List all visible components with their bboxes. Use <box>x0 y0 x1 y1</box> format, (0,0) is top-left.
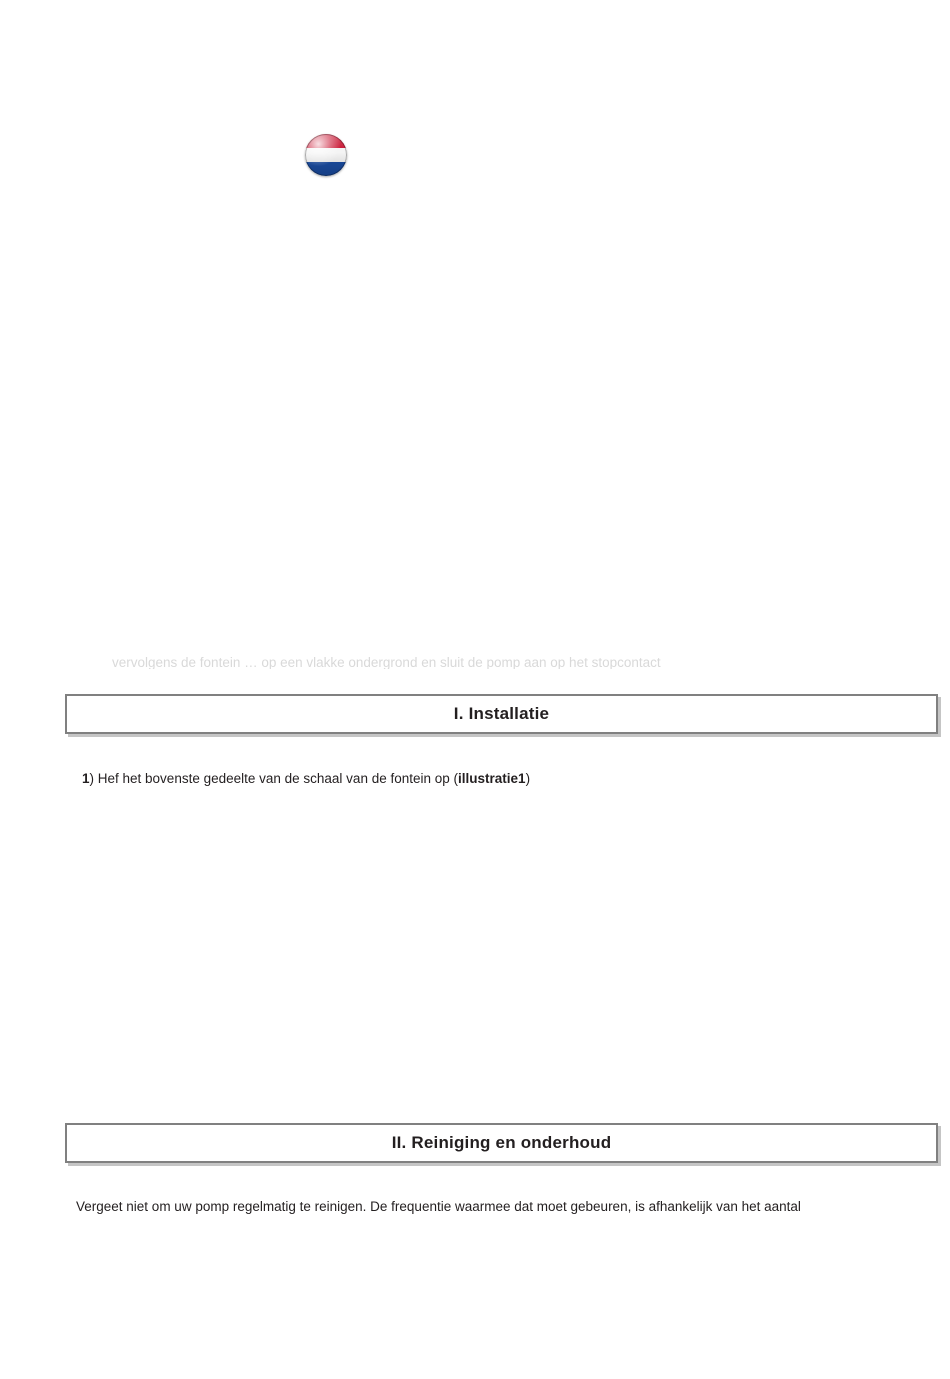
section-title-reiniging: II. Reiniging en onderhoud <box>391 1133 612 1152</box>
flag-border-ring <box>305 134 347 176</box>
dutch-flag-icon <box>305 134 347 176</box>
step-text: ) Hef het bovenste gedeelte van de schaal van de fontein op ( <box>89 771 459 786</box>
faded-clipped-text: vervolgens de fontein … op een vlakke ondergrond en sluit de pomp aan op het stopcontact <box>112 655 661 669</box>
installation-step-1 <box>82 770 882 787</box>
illustration-reference: illustratie1 <box>458 771 526 786</box>
maintenance-paragraph: Vergeet niet om uw pomp regelmatig te reinigen. De frequentie waarmee dat moet gebeuren, is afhankelijk van het aantal <box>76 1199 801 1214</box>
section-title-installatie: I. Installatie <box>453 704 550 723</box>
section-header-installatie <box>65 694 938 734</box>
step-number: 1 <box>82 771 90 786</box>
step-text-end: ) <box>525 771 531 786</box>
section-header-reiniging <box>65 1123 938 1163</box>
